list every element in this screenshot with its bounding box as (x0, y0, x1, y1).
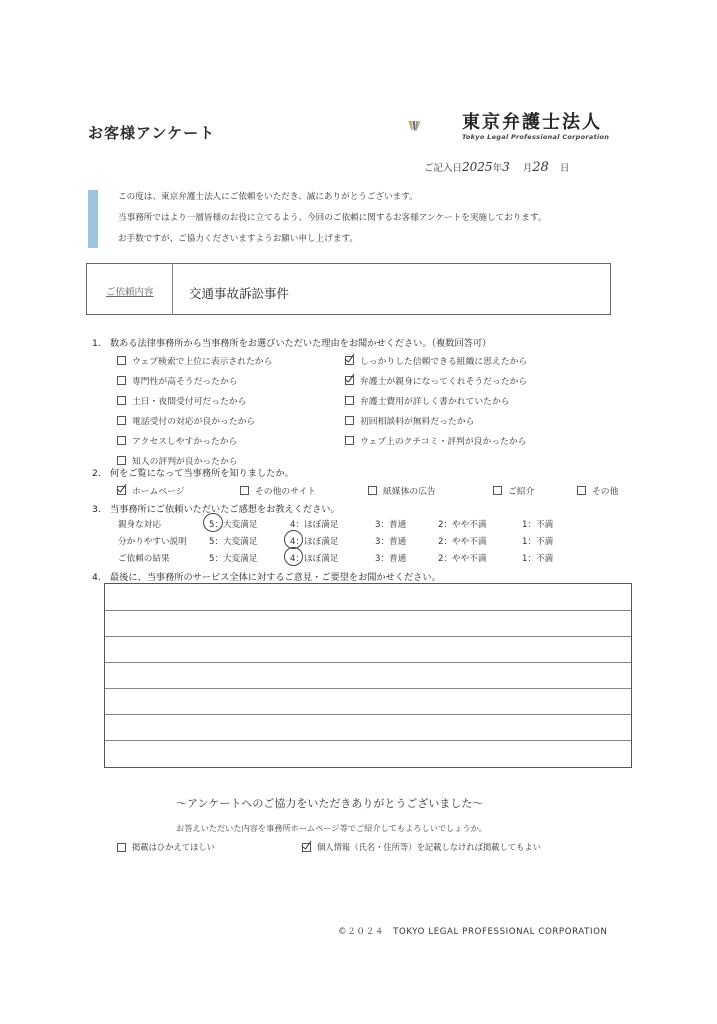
q3-scale-4[interactable]: 4：ほぼ満足 (290, 537, 339, 547)
question-1: 1. 数ある法律事務所から当事務所をお選びいただいた理由をお聞かせください。（複数回答可） (92, 338, 492, 349)
checkbox-checked[interactable] (117, 486, 126, 495)
question-4: 4. 最後に、当事務所のサービス全体に対するご意見・ご要望をお聞かせください。 (92, 572, 441, 583)
firm-name: 東京弁護士法人 (462, 112, 602, 133)
checkbox-checked[interactable] (302, 843, 311, 852)
q1-option-expertise[interactable]: 専門性が高そうだったから (117, 374, 238, 387)
q3-scale-3[interactable]: 3：普通 (375, 520, 407, 530)
q1-option-caring-lawyer[interactable]: 弁護士が親身になってくれそうだったから (345, 374, 527, 387)
checkbox[interactable] (117, 396, 126, 405)
q1-option-trustworthy[interactable]: しっかりした信頼できる組織に思えたから (345, 354, 527, 367)
date-label: ご記入日 (424, 163, 463, 174)
page-title: お客様アンケート (88, 124, 216, 142)
date-field[interactable] (424, 160, 569, 175)
checkbox[interactable] (345, 416, 354, 425)
checkbox[interactable] (117, 416, 126, 425)
checkbox[interactable] (117, 356, 126, 365)
accent-bar (88, 190, 98, 248)
permission-option-anonymous[interactable]: 個人情報（氏名・住所等）を記載しなければ掲載してもよい (302, 841, 541, 853)
date-day: 28 (532, 160, 549, 175)
checkbox[interactable] (368, 486, 377, 495)
q3-scale-3[interactable]: 3：普通 (375, 537, 407, 547)
q3-row-label: 親身な対応 (118, 520, 161, 530)
ruled-line (105, 688, 631, 689)
question-2: 2. 何をご覧になって当事務所を知りましたか。 (92, 468, 294, 479)
date-month-unit: 月 (522, 163, 533, 174)
q1-option-phone-reception[interactable]: 電話受付の対応が良かったから (117, 414, 255, 427)
checkbox[interactable] (117, 436, 126, 445)
q1-option-web-search[interactable]: ウェブ検索で上位に表示されたから (117, 354, 272, 367)
checkbox[interactable] (577, 486, 586, 495)
firm-name-english: Tokyo Legal Professional Corporation (462, 133, 610, 141)
q3-scale-2[interactable]: 2：やや不満 (438, 520, 487, 530)
q3-scale-5[interactable]: 5：大変満足 (209, 537, 258, 547)
request-value[interactable]: 交通事故訴訟事件 (189, 286, 290, 301)
q3-scale-2[interactable]: 2：やや不満 (438, 537, 487, 547)
checkbox[interactable] (117, 843, 126, 852)
q3-scale-5[interactable]: 5：大変満足 (209, 554, 258, 564)
q1-option-acquaintance[interactable]: 知人の評判が良かったから (117, 454, 238, 467)
ruled-line (105, 662, 631, 663)
q2-option-other-site[interactable]: その他のサイト (240, 484, 316, 497)
ruled-line (105, 714, 631, 715)
checkbox[interactable] (493, 486, 502, 495)
permission-question: お答えいただいた内容を事務所ホームページ等でご紹介してもよろしいでしょうか。 (176, 823, 487, 833)
q3-scale-4[interactable]: 4：ほぼ満足 (290, 554, 339, 564)
copyright: ©２０２４ TOKYO LEGAL PROFESSIONAL CORPORATION (338, 927, 608, 937)
q3-scale-4[interactable]: 4：ほぼ満足 (290, 520, 339, 530)
date-year: 2025 (462, 160, 493, 174)
q3-scale-1[interactable]: 1：不満 (522, 537, 554, 547)
checkbox[interactable] (345, 396, 354, 405)
q2-option-print-ad[interactable]: 紙媒体の広告 (368, 484, 436, 497)
q1-option-fees-detailed[interactable]: 弁護士費用が詳しく書かれていたから (345, 394, 510, 407)
date-month: 3 (502, 160, 510, 174)
checkbox[interactable] (117, 376, 126, 385)
request-label: ご依頼内容 (106, 287, 154, 298)
question-3: 3. 当事務所にご依頼いただいたご感想をお教えください。 (92, 504, 340, 515)
ruled-line (105, 610, 631, 611)
thanks-message: ～アンケートへのご協力をいただきありがとうございました～ (176, 797, 484, 810)
checkbox[interactable] (345, 436, 354, 445)
q2-option-homepage[interactable]: ホームページ (117, 484, 185, 497)
selection-circle (284, 547, 303, 566)
q3-scale-1[interactable]: 1：不満 (522, 554, 554, 564)
date-day-unit: 日 (559, 163, 570, 174)
q2-option-other[interactable]: その他 (577, 484, 618, 497)
date-year-unit: 年 (492, 163, 503, 174)
checkbox-checked[interactable] (345, 376, 354, 385)
firm-logo-icon (408, 104, 460, 148)
comment-box[interactable] (104, 583, 632, 768)
q1-option-free-consult[interactable]: 初回相談料が無料だったから (345, 414, 474, 427)
request-box (86, 263, 611, 315)
permission-option-decline[interactable]: 掲載はひかえてほしい (117, 841, 215, 853)
ruled-line (105, 636, 631, 637)
selection-circle (203, 513, 223, 532)
q3-row-label: 分かりやすい説明 (118, 537, 187, 547)
q3-scale-2[interactable]: 2：やや不満 (438, 554, 487, 564)
q3-scale-5[interactable]: 5：大変満足 (209, 520, 258, 530)
intro-line-3: お手数ですが、ご協力くださいますようお願い申し上げます。 (118, 234, 358, 244)
q2-option-referral[interactable]: ご紹介 (493, 484, 534, 497)
request-divider (172, 263, 173, 315)
intro-line-2: 当事務所ではより一層皆様のお役に立てるよう、今回のご依頼に関するお客様アンケートを実施しております。 (118, 213, 547, 223)
checkbox-checked[interactable] (345, 356, 354, 365)
q3-scale-3[interactable]: 3：普通 (375, 554, 407, 564)
q1-option-reviews[interactable]: ウェブ上のクチコミ・評判が良かったから (345, 434, 526, 447)
intro-line-1: この度は、東京弁護士法人にご依頼をいただき、誠にありがとうございます。 (118, 192, 418, 202)
ruled-line (105, 740, 631, 741)
checkbox[interactable] (117, 456, 126, 465)
checkbox[interactable] (240, 486, 249, 495)
q3-row-label: ご依頼の結果 (118, 554, 170, 564)
q3-scale-1[interactable]: 1：不満 (522, 520, 554, 530)
q1-option-access[interactable]: アクセスしやすかったから (117, 434, 237, 447)
q1-option-weekend-night[interactable]: 土日・夜間受付可だったから (117, 394, 246, 407)
